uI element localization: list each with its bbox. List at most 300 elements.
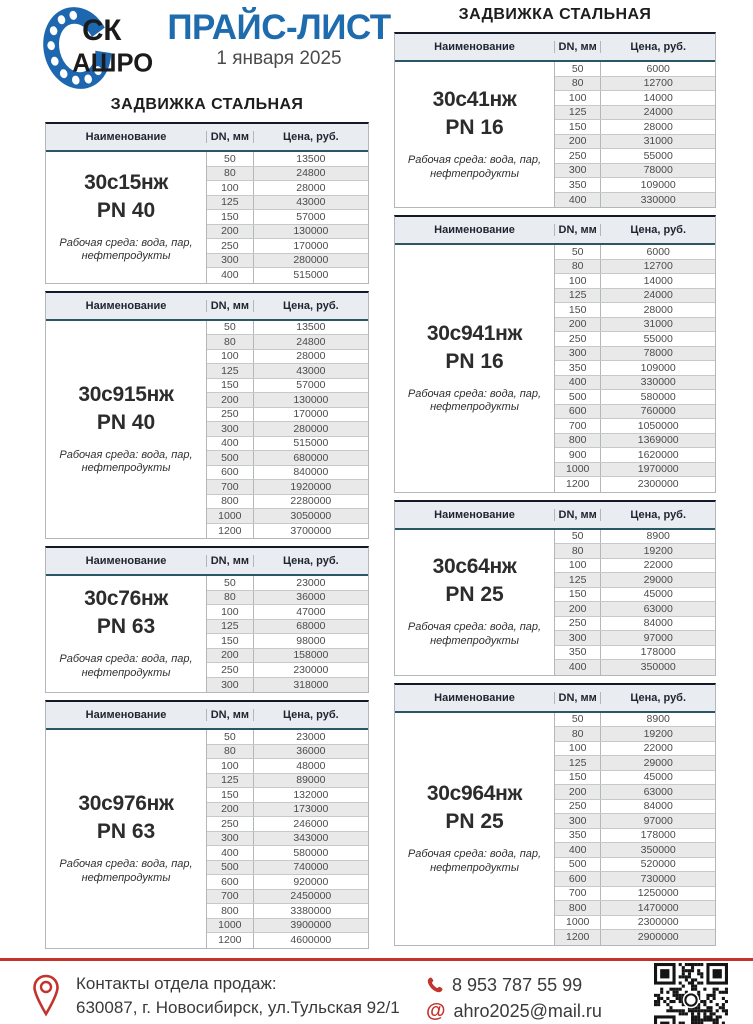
product-name: 30с64нж: [432, 555, 517, 579]
left-tables-container: [45, 122, 369, 949]
phone-number: 8 953 787 55 99: [452, 974, 583, 995]
price-value: 63000: [643, 602, 673, 615]
product-name: 30с76нж: [84, 587, 168, 611]
email-at-icon: @: [426, 1000, 446, 1022]
table-row: [207, 466, 368, 481]
table-row: [207, 268, 368, 283]
table-header-row: [395, 502, 715, 530]
column-header-name: Наименование: [46, 709, 207, 721]
price-value: 1050000: [637, 419, 679, 432]
dn-value: 125: [555, 289, 601, 303]
table-row: [207, 759, 368, 774]
table-row: [207, 861, 368, 876]
table-row: [555, 463, 715, 478]
table-row: [555, 434, 715, 449]
table-row: [207, 745, 368, 760]
price-value: 6000: [646, 245, 670, 258]
table-row: [207, 591, 368, 606]
dn-value: 80: [207, 335, 254, 349]
table-row: [555, 347, 715, 362]
price-value: 68000: [296, 620, 326, 633]
contacts-title: Контакты отдела продаж:: [76, 974, 277, 993]
price-value: 230000: [293, 663, 329, 676]
price-value: 57000: [296, 379, 326, 392]
table-row: [207, 774, 368, 789]
dn-value: 50: [555, 62, 601, 76]
dn-value: 400: [555, 376, 601, 390]
product-name: 30с915нж: [78, 382, 174, 406]
product-medium: Рабочая среда: вода, пар, нефтепродукты: [59, 236, 193, 263]
price-value: 14000: [643, 274, 673, 287]
table-row: [555, 91, 715, 106]
dn-value: 100: [555, 91, 601, 105]
price-value: 97000: [643, 814, 673, 827]
dn-value: 200: [207, 393, 254, 407]
table-body: [46, 730, 368, 948]
price-value: 109000: [640, 361, 676, 374]
table-row: [555, 916, 715, 931]
dn-value: 1000: [555, 463, 601, 477]
table-header-row: [46, 124, 368, 152]
dn-value: 150: [207, 634, 254, 648]
dn-value: 125: [555, 756, 601, 770]
table-row: [555, 727, 715, 742]
table-row: [555, 419, 715, 434]
product-name: 30с964нж: [426, 781, 523, 805]
price-value: 13500: [296, 321, 326, 334]
table-row: [555, 756, 715, 771]
price-value: 45000: [643, 771, 673, 784]
dn-value: 125: [555, 106, 601, 120]
price-value: 28000: [296, 181, 326, 194]
table-row: [207, 167, 368, 182]
company-logo-flange-icon: [26, 2, 154, 94]
column-header-name: Наименование: [395, 224, 555, 236]
price-value: 24000: [643, 289, 673, 302]
column-header-dn: DN, мм: [555, 509, 601, 521]
product-cell: [46, 152, 207, 283]
phone-icon: [426, 976, 444, 994]
price-value: 760000: [640, 405, 676, 418]
table-row: [207, 605, 368, 620]
table-header-row: [46, 702, 368, 730]
dn-value: 200: [207, 649, 254, 663]
table-row: [207, 890, 368, 905]
table-row: [207, 480, 368, 495]
table-row: [207, 817, 368, 832]
product-cell: [395, 530, 555, 675]
product-pn: PN 16: [445, 115, 504, 139]
dn-value: 400: [207, 268, 254, 283]
dn-value: 150: [555, 303, 601, 317]
table-row: [207, 832, 368, 847]
email-address: ahro2025@mail.ru: [453, 1000, 602, 1021]
dn-value: 350: [555, 829, 601, 843]
dn-value: 350: [555, 361, 601, 375]
table-row: [555, 164, 715, 179]
dn-value: 200: [555, 135, 601, 149]
price-value: 31000: [643, 135, 673, 148]
dn-value: 150: [555, 588, 601, 602]
column-header-name: Наименование: [395, 692, 555, 704]
table-row: [555, 77, 715, 92]
column-header-name: Наименование: [46, 555, 207, 567]
dn-value: 80: [555, 260, 601, 274]
table-body: [395, 62, 715, 207]
table-row: [207, 634, 368, 649]
dn-value: 1200: [555, 930, 601, 945]
table-row: [555, 274, 715, 289]
dn-value: 600: [555, 405, 601, 419]
left-column: [45, 96, 369, 956]
table-row: [207, 321, 368, 336]
product-name: 30с976нж: [78, 792, 174, 815]
table-row: [555, 120, 715, 135]
dn-value: 100: [555, 559, 601, 573]
table-row: [207, 350, 368, 365]
dn-value: 80: [207, 591, 254, 605]
table-row: [555, 901, 715, 916]
column-header-price: Цена, руб.: [282, 555, 339, 567]
price-value: 22000: [643, 742, 673, 755]
dn-value: 1200: [555, 477, 601, 492]
dn-value: 800: [207, 495, 254, 509]
price-value: 8900: [646, 713, 670, 726]
price-value: 3050000: [290, 509, 332, 522]
price-value: 28000: [643, 120, 673, 133]
dn-value: 300: [555, 347, 601, 361]
table-row: [555, 785, 715, 800]
table-row: [555, 631, 715, 646]
dn-value: 50: [555, 713, 601, 727]
table-row: [555, 573, 715, 588]
column-header-name: Наименование: [395, 41, 555, 53]
price-value: 2300000: [637, 478, 679, 491]
price-rows: [555, 245, 715, 492]
product-medium: Рабочая среда: вода, пар, нефтепродукты: [407, 621, 542, 647]
product-name: 30с41нж: [432, 87, 517, 111]
dn-value: 300: [555, 164, 601, 178]
dn-value: 250: [555, 332, 601, 346]
contacts-address: 630087, г. Новосибирск, ул.Тульская 92/1: [76, 998, 400, 1017]
dn-value: 150: [207, 210, 254, 224]
dn-value: 700: [555, 887, 601, 901]
column-header-price: Цена, руб.: [282, 709, 339, 721]
table-row: [555, 771, 715, 786]
dn-value: 600: [555, 872, 601, 886]
table-row: [207, 408, 368, 423]
table-row: [207, 181, 368, 196]
price-value: 178000: [640, 646, 676, 659]
dn-value: 50: [555, 530, 601, 544]
product-pn: PN 40: [96, 198, 156, 222]
dn-value: 100: [555, 742, 601, 756]
table-row: [207, 379, 368, 394]
column-header-price: Цена, руб.: [630, 224, 687, 236]
product-cell: [46, 321, 207, 539]
product-pn: PN 16: [445, 349, 504, 373]
table-row: [555, 318, 715, 333]
table-row: [207, 678, 368, 693]
price-value: 1250000: [637, 887, 679, 900]
table-row: [555, 872, 715, 887]
product-pn: PN 40: [96, 410, 156, 434]
table-row: [207, 393, 368, 408]
table-row: [555, 390, 715, 405]
location-pin-icon: [30, 973, 62, 1019]
dn-value: 300: [207, 422, 254, 436]
price-value: 580000: [640, 390, 676, 403]
dn-value: 125: [207, 774, 254, 788]
dn-value: 300: [207, 832, 254, 846]
price-value: 43000: [296, 196, 326, 209]
dn-value: 400: [555, 193, 601, 208]
dn-value: 300: [555, 631, 601, 645]
column-header-dn: DN, мм: [207, 131, 254, 143]
footer-divider: [0, 958, 753, 961]
dn-value: 50: [207, 730, 254, 744]
column-header-dn: DN, мм: [207, 709, 254, 721]
price-table: [45, 291, 369, 540]
price-value: 330000: [640, 376, 676, 389]
table-row: [555, 559, 715, 574]
product-pn: PN 25: [445, 809, 504, 833]
price-value: 840000: [293, 466, 329, 479]
table-row: [555, 588, 715, 603]
table-row: [555, 617, 715, 632]
dn-value: 600: [207, 875, 254, 889]
dn-value: 200: [207, 803, 254, 817]
price-value: 246000: [293, 817, 329, 830]
price-table: [45, 546, 369, 693]
column-header-price: Цена, руб.: [630, 691, 687, 704]
dn-value: 50: [207, 152, 254, 166]
price-table: [394, 683, 716, 946]
table-row: [207, 730, 368, 745]
price-value: 63000: [643, 785, 673, 798]
dn-value: 400: [207, 846, 254, 860]
dn-value: 80: [555, 544, 601, 558]
table-row: [207, 210, 368, 225]
price-value: 12700: [643, 260, 673, 273]
price-value: 515000: [293, 269, 329, 282]
table-row: [555, 800, 715, 815]
price-value: 130000: [293, 225, 329, 238]
table-row: [555, 303, 715, 318]
price-value: 57000: [296, 210, 326, 223]
price-value: 55000: [643, 332, 673, 345]
table-row: [207, 904, 368, 919]
column-header-price: Цена, руб.: [282, 131, 339, 143]
table-row: [207, 663, 368, 678]
price-value: 330000: [640, 193, 676, 206]
table-row: [555, 178, 715, 193]
price-rows: [207, 730, 368, 948]
logo-text-line1: СК: [82, 14, 122, 48]
price-rows: [555, 62, 715, 207]
price-value: 36000: [296, 745, 326, 758]
price-value: 1970000: [637, 463, 679, 476]
product-cell: [395, 245, 555, 492]
table-row: [555, 742, 715, 757]
product-cell: [395, 62, 555, 207]
table-row: [555, 106, 715, 121]
price-value: 3900000: [290, 919, 332, 932]
dn-value: 500: [207, 451, 254, 465]
column-header-name: Наименование: [46, 131, 207, 143]
price-value: 78000: [643, 164, 673, 177]
table-body: [46, 152, 368, 283]
footer-communication-block: [426, 972, 602, 1024]
price-rows: [207, 152, 368, 283]
price-table: [394, 32, 716, 208]
price-value: 23000: [296, 730, 326, 743]
column-header-name: Наименование: [395, 509, 555, 521]
column-header-name: Наименование: [46, 300, 207, 312]
price-value: 2280000: [290, 495, 332, 508]
table-row: [207, 509, 368, 524]
table-header-row: [46, 548, 368, 576]
price-value: 45000: [643, 588, 673, 601]
dn-value: 200: [555, 318, 601, 332]
price-table: [394, 215, 716, 493]
price-rows: [555, 713, 715, 945]
price-value: 28000: [296, 350, 326, 363]
price-value: 2450000: [290, 890, 332, 903]
price-value: 280000: [293, 422, 329, 435]
footer-contact-block: [30, 972, 400, 1020]
dn-value: 600: [207, 466, 254, 480]
product-cell: [46, 730, 207, 948]
dn-value: 150: [555, 771, 601, 785]
price-value: 680000: [293, 451, 329, 464]
section-title-left: ЗАДВИЖКА СТАЛЬНАЯ: [110, 96, 304, 113]
table-row: [207, 451, 368, 466]
price-value: 920000: [293, 875, 329, 888]
table-row: [555, 646, 715, 661]
dn-value: 500: [555, 390, 601, 404]
price-value: 78000: [643, 347, 673, 360]
price-value: 24800: [296, 335, 326, 348]
price-value: 55000: [643, 149, 673, 162]
dn-value: 100: [207, 350, 254, 364]
column-header-price: Цена, руб.: [282, 299, 339, 312]
dn-value: 50: [555, 245, 601, 259]
price-value: 1470000: [637, 901, 679, 914]
dn-value: 125: [207, 620, 254, 634]
dn-value: 100: [207, 181, 254, 195]
dn-value: 150: [207, 379, 254, 393]
price-value: 520000: [640, 858, 676, 871]
price-value: 28000: [643, 303, 673, 316]
dn-value: 1200: [207, 933, 254, 948]
table-row: [555, 887, 715, 902]
dn-value: 250: [207, 663, 254, 677]
dn-value: 350: [555, 646, 601, 660]
price-value: 318000: [293, 678, 329, 691]
table-row: [555, 814, 715, 829]
price-rows: [207, 576, 368, 692]
dn-value: 150: [207, 788, 254, 802]
price-value: 109000: [640, 178, 676, 191]
table-row: [207, 225, 368, 240]
dn-value: 400: [555, 660, 601, 675]
table-row: [555, 477, 715, 492]
price-value: 19200: [643, 544, 673, 557]
price-value: 580000: [293, 846, 329, 859]
dn-value: 250: [207, 239, 254, 253]
document-title: ПРАЙС-ЛИСТ: [167, 8, 391, 47]
product-medium: Рабочая среда: вода, пар, нефтепродукты: [59, 448, 193, 475]
product-cell: [46, 576, 207, 692]
price-value: 6000: [646, 62, 670, 75]
price-value: 2900000: [637, 931, 679, 944]
dn-value: 1200: [207, 524, 254, 539]
table-row: [555, 660, 715, 675]
price-table: [45, 122, 369, 284]
price-value: 36000: [296, 591, 326, 604]
price-value: 89000: [296, 774, 326, 787]
dn-value: 700: [555, 419, 601, 433]
price-rows: [207, 321, 368, 539]
dn-value: 700: [207, 890, 254, 904]
price-value: 132000: [293, 788, 329, 801]
price-value: 24800: [296, 167, 326, 180]
dn-value: 250: [207, 817, 254, 831]
table-row: [555, 448, 715, 463]
product-pn: PN 63: [96, 820, 156, 843]
price-value: 43000: [296, 364, 326, 377]
table-header-row: [46, 293, 368, 321]
table-body: [395, 713, 715, 945]
column-header-price: Цена, руб.: [630, 41, 687, 53]
table-row: [555, 193, 715, 208]
table-body: [46, 321, 368, 539]
table-row: [555, 332, 715, 347]
dn-value: 800: [555, 901, 601, 915]
table-row: [555, 135, 715, 150]
price-value: 29000: [643, 573, 673, 586]
product-cell: [395, 713, 555, 945]
table-row: [555, 602, 715, 617]
price-table: [394, 500, 716, 676]
dn-value: 1000: [555, 916, 601, 930]
table-row: [207, 364, 368, 379]
table-row: [555, 713, 715, 728]
price-value: 12700: [643, 77, 673, 90]
price-value: 730000: [640, 872, 676, 885]
table-row: [555, 843, 715, 858]
price-value: 130000: [293, 393, 329, 406]
dn-value: 50: [207, 576, 254, 590]
dn-value: 800: [207, 904, 254, 918]
table-row: [207, 196, 368, 211]
qr-code: [654, 963, 728, 1024]
dn-value: 1000: [207, 509, 254, 523]
price-value: 158000: [293, 649, 329, 662]
dn-value: 200: [207, 225, 254, 239]
dn-value: 100: [207, 759, 254, 773]
product-medium: Рабочая среда: вода, пар, нефтепродукты: [407, 847, 542, 874]
price-value: 178000: [640, 829, 676, 842]
dn-value: 80: [207, 167, 254, 181]
table-row: [207, 335, 368, 350]
table-row: [207, 919, 368, 934]
page-header: [26, 2, 404, 96]
table-row: [207, 495, 368, 510]
logo-text-line2: АШРО: [72, 49, 154, 78]
price-value: 84000: [643, 617, 673, 630]
